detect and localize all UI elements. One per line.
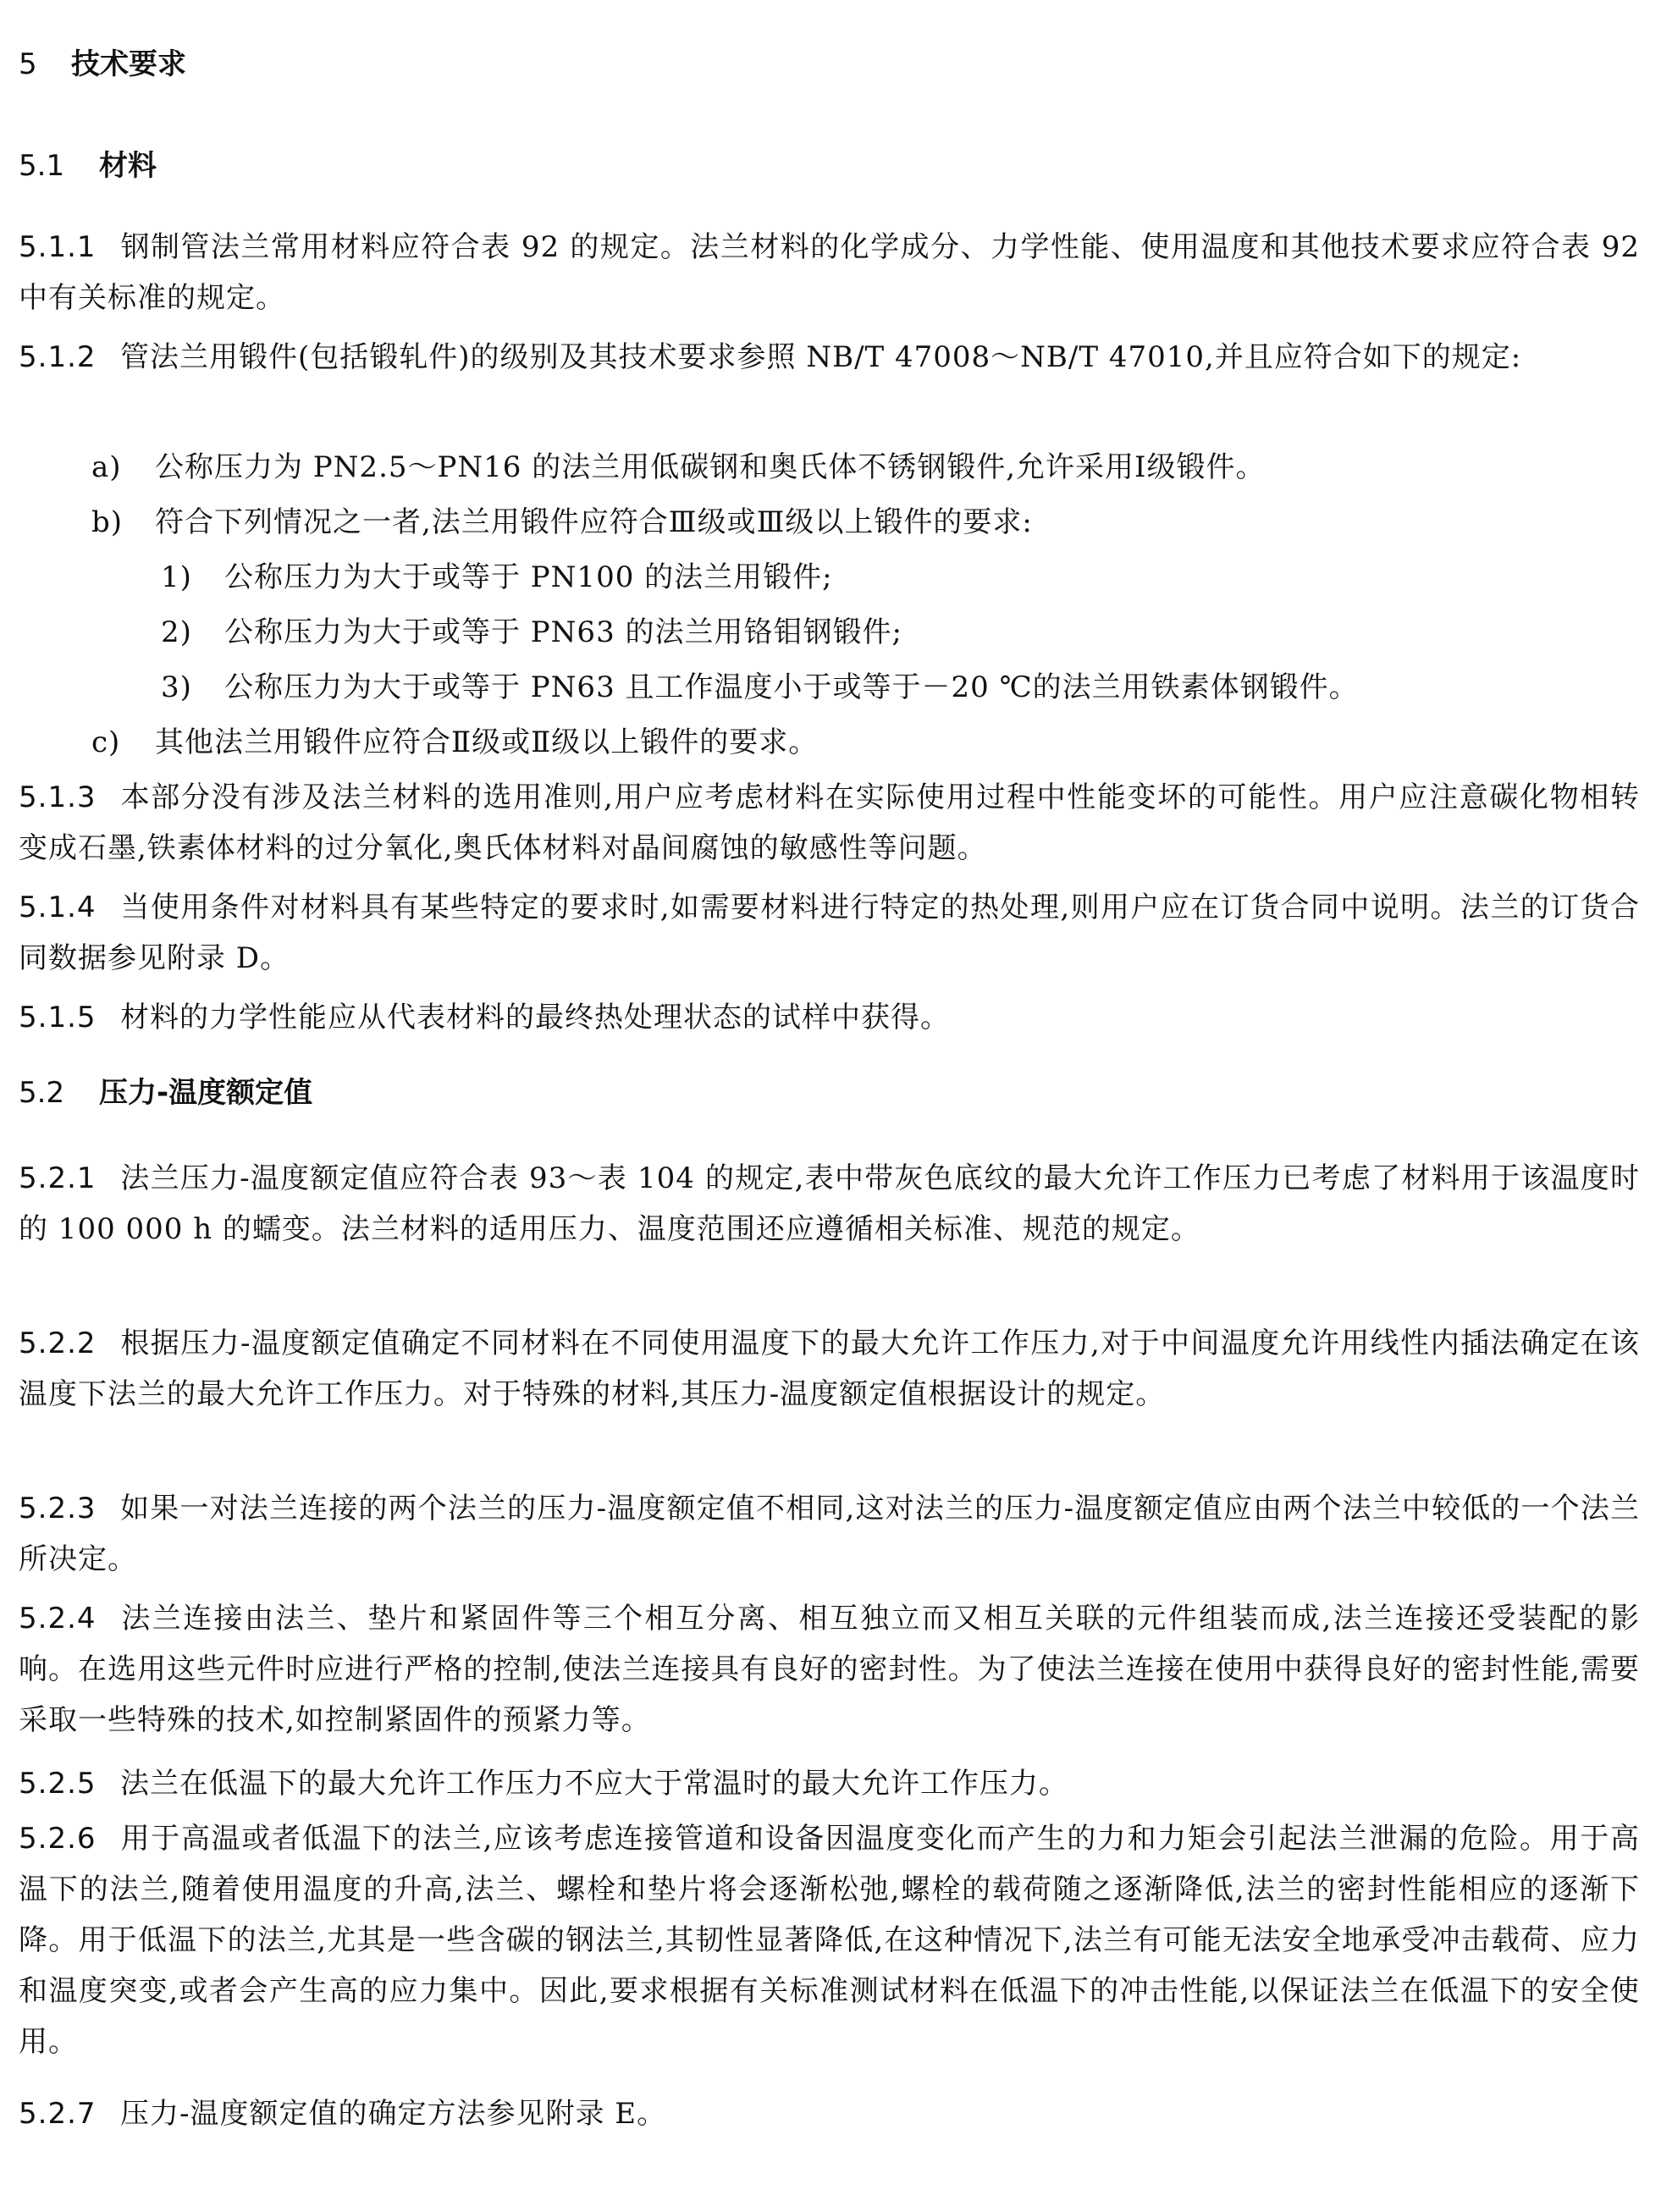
list-text: 其他法兰用锻件应符合Ⅱ级或Ⅱ级以上锻件的要求。 <box>155 725 819 759</box>
section-title: 技术要求 <box>71 47 186 81</box>
list-item-b <box>91 497 1033 548</box>
list-text: 符合下列情况之一者,法兰用锻件应符合Ⅲ级或Ⅲ级以上锻件的要求: <box>155 505 1033 539</box>
clause-5-1-3 <box>19 772 1640 874</box>
clause-5-2-5 <box>19 1758 1640 1809</box>
list-marker: 2) <box>161 615 192 649</box>
clause-5-1-2 <box>19 332 1640 383</box>
clause-text: 当使用条件对材料具有某些特定的要求时,如需要材料进行特定的热处理,则用户应在订货合同中说明。法兰的订货合同数据参见附录 D。 <box>19 891 1640 975</box>
clause-5-1-1 <box>19 222 1640 323</box>
clause-text: 压力-温度额定值的确定方法参见附录 E。 <box>120 2097 667 2131</box>
section-number: 5.1 <box>19 149 65 183</box>
list-marker: b) <box>91 505 124 539</box>
clause-5-2-6 <box>19 1813 1640 2067</box>
clause-text: 管法兰用锻件(包括锻轧件)的级别及其技术要求参照 NB/T 47008～NB/T 47010,并且应符合如下的规定: <box>120 340 1522 374</box>
clause-text: 材料的力学性能应从代表材料的最终热处理状态的试样中获得。 <box>120 1001 950 1034</box>
clause-number: 5.2.4 <box>19 1602 97 1636</box>
clause-number: 5.2.7 <box>19 2097 97 2131</box>
list-item-c <box>91 717 818 768</box>
clause-number: 5.2.1 <box>19 1161 97 1195</box>
clause-5-2-1 <box>19 1153 1640 1255</box>
section-5-2-heading <box>19 1073 312 1113</box>
clause-number: 5.1.1 <box>19 230 97 264</box>
clause-text: 法兰在低温下的最大允许工作压力不应大于常温时的最大允许工作压力。 <box>120 1767 1068 1801</box>
section-title: 材料 <box>99 149 157 183</box>
clause-number: 5.2.2 <box>19 1327 97 1360</box>
clause-text: 钢制管法兰常用材料应符合表 92 的规定。法兰材料的化学成分、力学性能、使用温度和其他技术要求应符合表 92 中有关标准的规定。 <box>19 230 1640 315</box>
clause-5-2-2 <box>19 1318 1640 1420</box>
section-5-1-heading <box>19 146 157 186</box>
list-text: 公称压力为 PN2.5～PN16 的法兰用低碳钢和奥氏体不锈钢锻件,允许采用Ⅰ级锻件。 <box>155 450 1266 484</box>
clause-number: 5.2.5 <box>19 1767 97 1801</box>
list-item-b-3 <box>161 662 1359 713</box>
clause-text: 如果一对法兰连接的两个法兰的压力-温度额定值不相同,这对法兰的压力-温度额定值应由两个法兰中较低的一个法兰所决定。 <box>19 1492 1640 1576</box>
clause-number: 5.1.2 <box>19 340 97 374</box>
clause-number: 5.1.4 <box>19 891 97 924</box>
clause-number: 5.1.5 <box>19 1001 97 1034</box>
clause-5-2-4 <box>19 1593 1640 1746</box>
section-number: 5.2 <box>19 1076 65 1110</box>
clause-text: 本部分没有涉及法兰材料的选用准则,用户应考虑材料在实际使用过程中性能变坏的可能性。用户应注意碳化物相转变成石墨,铁素体材料的过分氧化,奥氏体材料对晶间腐蚀的敏感性等问题。 <box>19 781 1640 865</box>
clause-text: 用于高温或者低温下的法兰,应该考虑连接管道和设备因温度变化而产生的力和力矩会引起法兰泄漏的危险。用于高温下的法兰,随着使用温度的升高,法兰、螺栓和垫片将会逐渐松弛,螺栓的载荷随之逐渐降低,法兰的密封性能相应的逐渐下降。用于低温下的法兰,尤其是一些含碳的钢法兰,其韧性显著降低,在这种情况下,法兰有可能无法安全地承受冲击载荷、应力和温度突变,或者会产生高的应力集中。因此,要求根据有关标准测试材料在低温下的冲击性能,以保证法兰在低温下的安全使用。 <box>19 1822 1640 2059</box>
clause-text: 法兰压力-温度额定值应符合表 93～表 104 的规定,表中带灰色底纹的最大允许工作压力已考虑了材料用于该温度时的 100 000 h 的蠕变。法兰材料的适用压力、温度范围还应遵循相关标准、规范的规定。 <box>19 1161 1640 1246</box>
section-5-heading <box>19 44 186 85</box>
list-item-a <box>91 442 1265 493</box>
clause-number: 5.2.3 <box>19 1492 97 1525</box>
clause-5-1-4 <box>19 882 1640 984</box>
list-marker: 1) <box>161 560 192 594</box>
clause-5-2-3 <box>19 1483 1640 1585</box>
list-marker: c) <box>91 725 121 759</box>
clause-5-2-7 <box>19 2088 1640 2139</box>
clause-number: 5.2.6 <box>19 1822 97 1856</box>
clause-text: 法兰连接由法兰、垫片和紧固件等三个相互分离、相互独立而又相互关联的元件组装而成,法兰连接还受装配的影响。在选用这些元件时应进行严格的控制,使法兰连接具有良好的密封性。为了使法兰连接在使用中获得良好的密封性能,需要采取一些特殊的技术,如控制紧固件的预紧力等。 <box>19 1602 1640 1737</box>
clause-text: 根据压力-温度额定值确定不同材料在不同使用温度下的最大允许工作压力,对于中间温度允许用线性内插法确定在该温度下法兰的最大允许工作压力。对于特殊的材料,其压力-温度额定值根据设计的规定。 <box>19 1327 1640 1411</box>
list-text: 公称压力为大于或等于 PN100 的法兰用锻件; <box>224 560 833 594</box>
list-marker: a) <box>91 450 122 484</box>
section-number: 5 <box>19 47 37 81</box>
clause-number: 5.1.3 <box>19 781 97 814</box>
clause-5-1-5 <box>19 992 1640 1043</box>
list-text: 公称压力为大于或等于 PN63 的法兰用铬钼钢锻件; <box>224 615 902 649</box>
section-title: 压力-温度额定值 <box>99 1076 313 1110</box>
list-marker: 3) <box>161 670 192 704</box>
list-text: 公称压力为大于或等于 PN63 且工作温度小于或等于－20 ℃的法兰用铁素体钢锻件。 <box>224 670 1359 704</box>
list-item-b-1 <box>161 552 833 603</box>
list-item-b-2 <box>161 607 902 658</box>
